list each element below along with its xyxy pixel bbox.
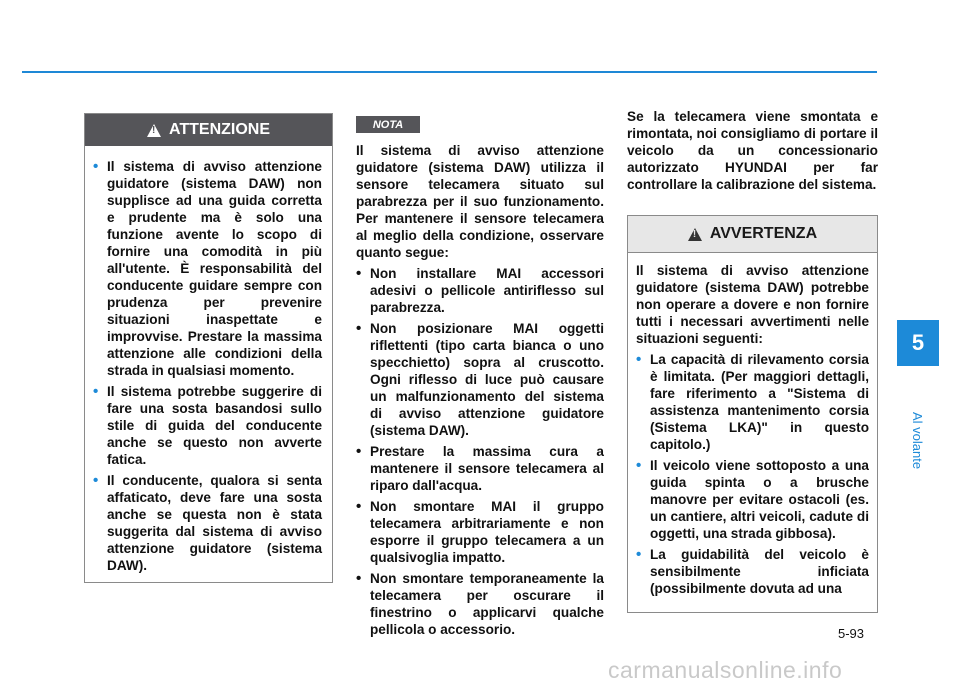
attenzione-item: • Il sistema potrebbe suggerire di fare una sosta basandosi sullo stile di guida del conducente anche se questo non avverte fatica. [93, 383, 322, 468]
avvertenza-body [628, 253, 877, 597]
chapter-label [880, 400, 956, 480]
avvertenza-item: • Il veicolo viene sottoposto a una guida spinta o a brusche manovre per evitare ostacoli (es. un cantiere, altri veicoli, cadute di oggetti, una strada gibbosa). [636, 457, 869, 542]
chapter-label-text: Al volante [910, 411, 926, 469]
nota-item: • Prestare la massima cura a mantenere il sensore telecamera al riparo dall'acqua. [356, 443, 604, 494]
avvertenza-intro: Il sistema di avviso attenzione guidatore (sistema DAW) potrebbe non operare a dovere e non fornire tutti i necessari avvertimenti nelle situazioni seguenti: [636, 263, 869, 346]
attenzione-item: • Il sistema di avviso attenzione guidatore (sistema DAW) non supplisce ad una guida corretta e prudente ma è solo una funzione avente lo scopo di fornire una comodità in più all'utente. È responsabilità del conducente guidare sempre con prudenza per prevenire situazioni inaspettate e improvvise. Prestare la massima attenzione alle condizioni della strada in qualsiasi momento. [93, 158, 322, 379]
avvertenza-title: AVVERTENZA [709, 225, 818, 242]
attenzione-box [84, 113, 333, 583]
nota-item: • Non smontare temporaneamente la telecamera per oscurare il finestrino o applicarvi qualche pellicola o accessorio. [356, 570, 604, 638]
attenzione-body [85, 146, 332, 574]
chapter-number-tab: 5 [897, 320, 939, 366]
right-paragraph: Se la telecamera viene smontata e rimontata, noi consigliamo di portare il veicolo da un concessionario autorizzato HYUNDAI per far controllare la calibrazione del sistema. [627, 109, 878, 192]
nota-tag: NOTA [356, 116, 420, 133]
avvertenza-item: • La capacità di rilevamento corsia è limitata. (Per maggiori dettagli, fare riferimento a "Sistema di assistenza mantenimento corsia (Sistema LKA)" in questo capitolo.) [636, 351, 869, 453]
top-rule [22, 71, 877, 73]
avvertenza-box [627, 215, 878, 613]
nota-item: • Non posizionare MAI oggetti riflettenti (tipo carta bianca o uno specchietto) sopra al cruscotto. Ogni riflesso di luce può causare un malfunzionamento del sistema di avviso attenzione guidatore (sistema DAW). [356, 320, 604, 439]
nota-intro: Il sistema di avviso attenzione guidatore (sistema DAW) utilizza il sensore telecamera situato sul parabrezza per il suo funzionamento. Per mantenere il sensore telecamera al meglio della condizione, osservare quanto segue: [356, 143, 604, 260]
watermark: carmanualsonline.info [608, 657, 843, 683]
attenzione-header [85, 114, 332, 146]
nota-item: • Non installare MAI accessori adesivi o pellicole antiriflesso sul parabrezza. [356, 265, 604, 316]
nota-item: • Non smontare MAI il gruppo telecamera arbitrariamente e non esporre il gruppo telecamera a un qualsivoglia impatto. [356, 498, 604, 566]
attenzione-title: ATTENZIONE [168, 121, 271, 138]
page-number: 5-93 [838, 626, 865, 641]
warning-triangle-icon [147, 124, 161, 137]
attenzione-item: • Il conducente, qualora si senta affaticato, deve fare una sosta anche se questa non è stata suggerita dal sistema di avviso attenzione guidatore (sistema DAW). [93, 472, 322, 574]
avvertenza-item: • La guidabilità del veicolo è sensibilmente inficiata (possibilmente dovuta ad una [636, 546, 869, 597]
nota-body [356, 142, 604, 642]
avvertenza-header [628, 216, 877, 253]
warning-triangle-icon [688, 228, 702, 241]
